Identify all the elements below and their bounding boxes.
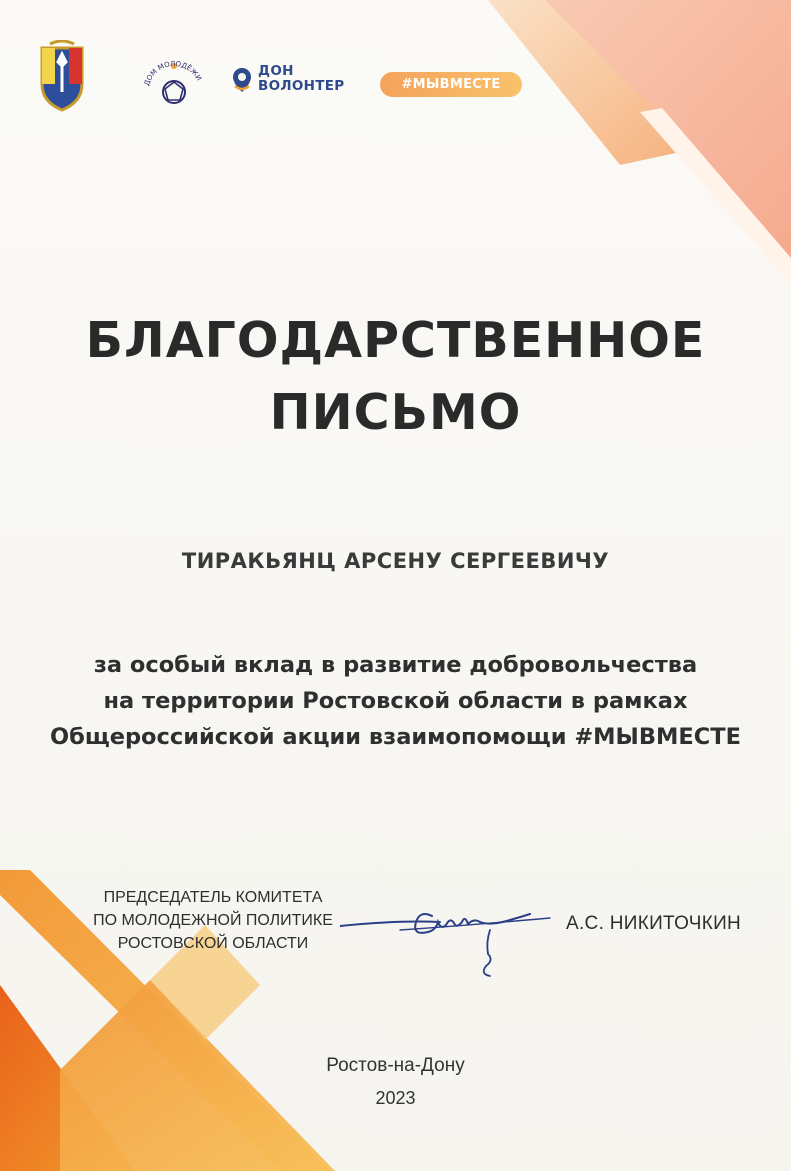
reason-line: на территории Ростовской области в рамках xyxy=(103,688,688,714)
dom-molodezhi-logo xyxy=(136,52,212,128)
title-line: ПИСЬМО xyxy=(269,384,522,441)
year: 2023 xyxy=(375,1088,416,1108)
document-title xyxy=(0,305,791,449)
location-pin-icon xyxy=(230,66,254,96)
position-line: РОСТОВСКОЙ ОБЛАСТИ xyxy=(117,935,309,952)
reason-line: за особый вклад в развитие добровольчества xyxy=(93,652,698,678)
title-line: БЛАГОДАРСТВЕННОЕ xyxy=(85,312,706,369)
handwritten-signature xyxy=(340,890,570,980)
hashtag-badge: #МЫВМЕСТЕ xyxy=(380,72,522,97)
don-volunteer-logo xyxy=(230,64,380,104)
don-volunteer-text: ДОН ВОЛОНТЕР xyxy=(258,63,345,94)
recipient-name: ТИРАКЬЯНЦ АРСЕНУ СЕРГЕЕВИЧУ xyxy=(181,549,610,573)
signer-name: А.С. НИКИТОЧКИН xyxy=(566,913,742,934)
signer-position xyxy=(58,886,368,955)
position-line: ПРЕДСЕДАТЕЛЬ КОМИТЕТА xyxy=(103,889,323,906)
award-reason xyxy=(0,647,791,755)
position-line: ПО МОЛОДЕЖНОЙ ПОЛИТИКЕ xyxy=(93,912,333,929)
dom-molodezhi-text: ДОМ МОЛОДЁЖИ xyxy=(142,59,204,87)
reason-line: Общероссийской акции взаимопомощи #МЫВМЕСТЕ xyxy=(49,724,742,750)
coat-of-arms-icon xyxy=(38,40,86,112)
city: Ростов-на-Дону xyxy=(326,1055,465,1076)
